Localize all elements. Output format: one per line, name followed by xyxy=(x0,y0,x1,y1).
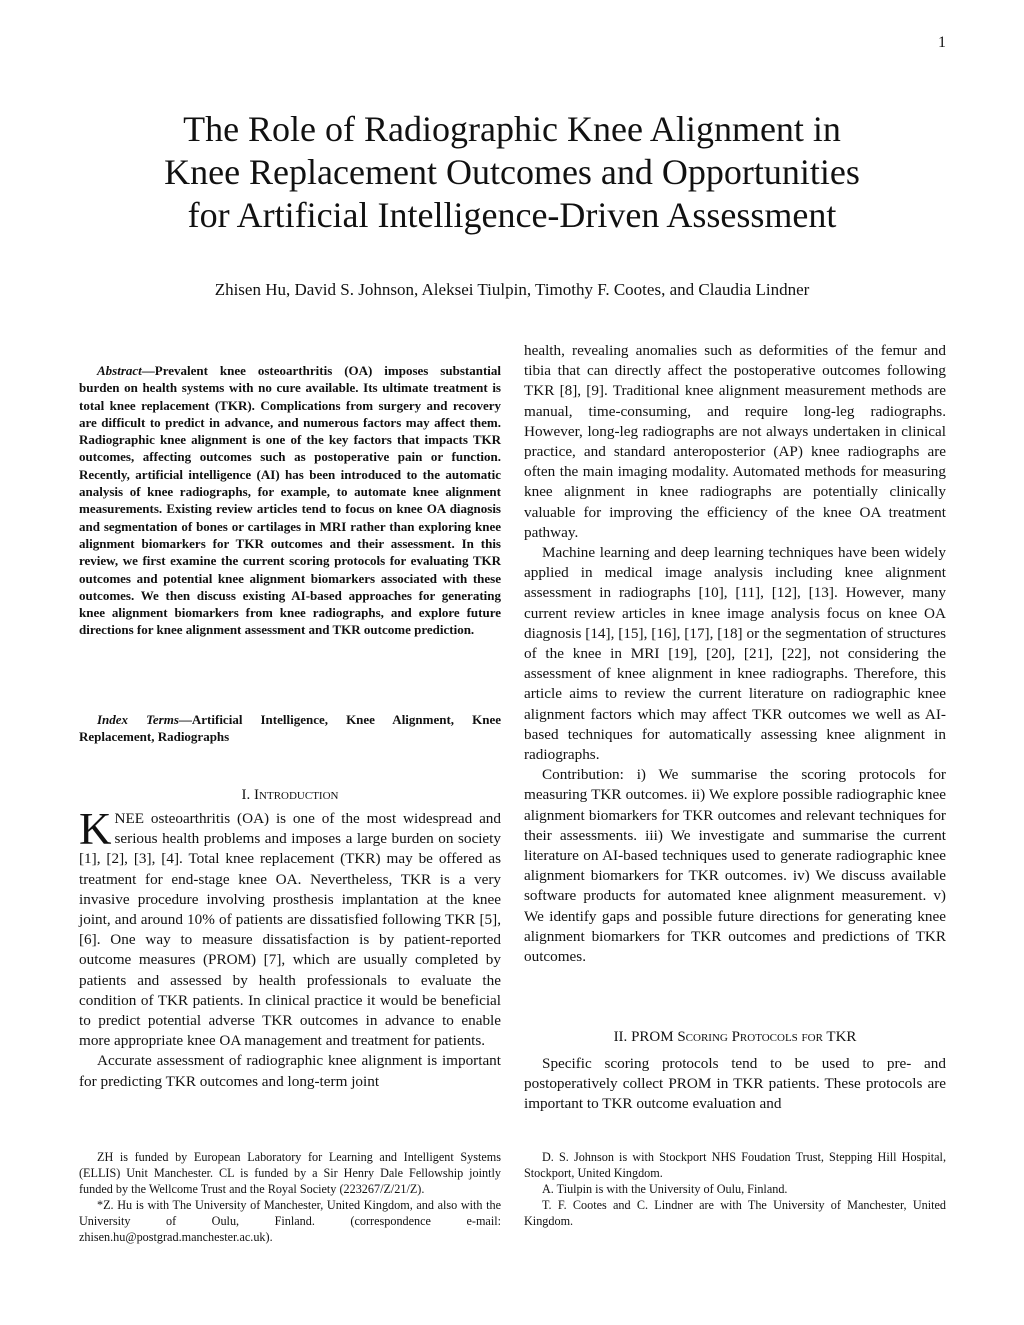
title-line-1: The Role of Radiographic Knee Alignment in xyxy=(183,109,841,149)
introduction-body xyxy=(79,804,501,1092)
intro-paragraph-2: Accurate assessment of radiographic knee alignment is important for predicting TKR outcomes and long-term joint xyxy=(79,1052,501,1090)
footnotes-left xyxy=(79,1149,501,1245)
title-line-3: for Artificial Intelligence-Driven Assessment xyxy=(187,195,837,235)
index-terms xyxy=(79,711,501,746)
index-terms-label: Index Terms xyxy=(97,712,179,727)
author-list: Zhisen Hu, David S. Johnson, Aleksei Tiulpin, Timothy F. Cootes, and Claudia Lindner xyxy=(214,280,810,299)
prom-paragraph-1: Specific scoring protocols tend to be used to pre- and postoperatively collect PROM in TKR patients. These protocols are important to TKR outcome evaluation and xyxy=(524,1055,946,1113)
footnote-affiliation-johnson: D. S. Johnson is with Stockport NHS Foudation Trust, Stepping Hill Hospital, Stockport, United Kingdom. xyxy=(524,1150,946,1180)
abstract-dash: — xyxy=(141,363,155,378)
section-title: PROM Scoring Protocols for TKR xyxy=(631,1029,857,1045)
section-heading-prom xyxy=(524,1029,946,1046)
right-paragraph-1: health, revealing anomalies such as deformities of the femur and tibia that can directly affect the postoperative outcomes following TKR [8], [9]. Traditional knee alignment measurement methods are manual, time-consuming, and require long-leg radiographs. However, long-leg radiographs are not always undertaken in clinical practice, and standard anteroposterior (AP) knee radiographs are often the main imaging modality. Automated methods for measuring knee alignment in knee radiographs are potentially clinically valuable for improving the efficiency of the knee OA treatment pathway. xyxy=(524,342,946,541)
paper-title xyxy=(80,108,944,237)
index-terms-text: Artificial Intelligence, Knee Alignment, Knee Replacement, Radiographs xyxy=(79,712,502,745)
footnote-funding: ZH is funded by European Laboratory for Learning and Intelligent Systems (ELLIS) Unit Manchester. CL is funded by a Sir Henry Dale Fellowship jointly funded by the Wellcome Trust and the Royal Society (223267/Z/21/Z). xyxy=(79,1150,501,1196)
section-number: I. xyxy=(241,787,251,803)
title-line-2: Knee Replacement Outcomes and Opportunities xyxy=(164,152,860,192)
section-title: Introduction xyxy=(254,787,339,803)
footnote-affiliation-cootes-lindner: T. F. Cootes and C. Lindner are with The University of Manchester, United Kingdom. xyxy=(524,1198,946,1228)
index-terms-dash: — xyxy=(178,712,192,727)
abstract-label: Abstract xyxy=(97,363,142,378)
drop-cap: K xyxy=(79,804,112,854)
abstract-text: Prevalent knee osteoarthritis (OA) imposes substantial burden on health systems with no cure available. Its ultimate treatment is total knee replacement (TKR). Complications from surgery and recovery are difficult to predict in advance, and numerous factors may affect them. Radiographic knee alignment is one of the key factors that impacts TKR outcomes, affecting outcomes such as postoperative pain or function. Recently, artificial intelligence (AI) has been introduced to the automatic analysis of knee radiographs, for example, to automate knee alignment measurements. Existing review articles tend to focus on knee OA diagnosis and segmentation of bones or cartilages in MRI rather than exploring knee alignment biomarkers for TKR outcomes and their assessment. In this review, we first examine the current scoring protocols for evaluating TKR outcomes and potential knee alignment biomarkers associated with these outcomes. We then discuss existing AI-based approaches for generating knee alignment biomarkers from knee radiographs, and explore future directions for knee alignment assessment and TKR outcome prediction. xyxy=(79,363,501,638)
intro-paragraph-1-text: NEE osteoarthritis (OA) is one of the most widespread and serious health problems and imposes a large burden on society [1], [2], [3], [4]. Total knee replacement (TKR) may be offered as treatment for end-stage knee OA. Nevertheless, TKR is a very invasive procedure involving prosthesis implantation at the knee joint, and around 10% of patients are dissatisfied following TKR [5], [6]. One way to measure dissatisfaction is by patient-reported outcome measures (PROM) [7], which are usually completed by patients and assessed by health professionals to evaluate the condition of TKR patients. In clinical practice it would be beneficial to predict potential adverse TKR outcomes in advance to enable more appropriate knee OA management and treatment for patients. xyxy=(79,810,501,1050)
footnotes-right xyxy=(524,1149,946,1229)
footnote-affiliation-tiulpin: A. Tiulpin is with the University of Oulu, Finland. xyxy=(542,1182,788,1196)
intro-paragraph-1 xyxy=(79,804,501,1051)
right-column-body xyxy=(524,341,946,967)
section-heading-introduction xyxy=(79,787,501,804)
abstract xyxy=(79,362,501,639)
section-number: II. xyxy=(613,1029,628,1045)
right-paragraph-3: Contribution: i) We summarise the scoring protocols for measuring TKR outcomes. ii) We explore possible radiographic knee alignment biomarkers for TKR outcomes and relevant techniques for their assessments. iii) We investigate and summarise the current literature on AI-based techniques used to generate radiographic knee alignment biomarkers for TKR outcomes. iv) We discuss available software products for automated knee alignment measurement. v) We identify gaps and possible future directions for generating knee alignment biomarkers for TKR outcomes and predictions of TKR outcomes. xyxy=(524,766,946,966)
page-number: 1 xyxy=(938,34,946,51)
footnote-correspondence: *Z. Hu is with The University of Manchester, United Kingdom, and also with the University of Oulu, Finland. (correspondence e-mail: zhisen.hu@postgrad.manchester.ac.uk). xyxy=(79,1198,501,1244)
right-paragraph-2: Machine learning and deep learning techniques have been widely applied in medical image analysis including knee alignment assessment in radiographs [10], [11], [12], [13]. However, many current review articles in knee image analysis focus on knee OA diagnosis [14], [15], [16], [17], [18] or the segmentation of structures of the knee in MRI [19], [20], [21], [22], not considering the assessment of knee alignment in knee radiographs. Therefore, this article aims to review the current literature on radiographic knee alignment factors which may affect TKR outcomes we well as AI-based techniques for automatically assessing knee alignment in radiographs. xyxy=(524,544,946,764)
